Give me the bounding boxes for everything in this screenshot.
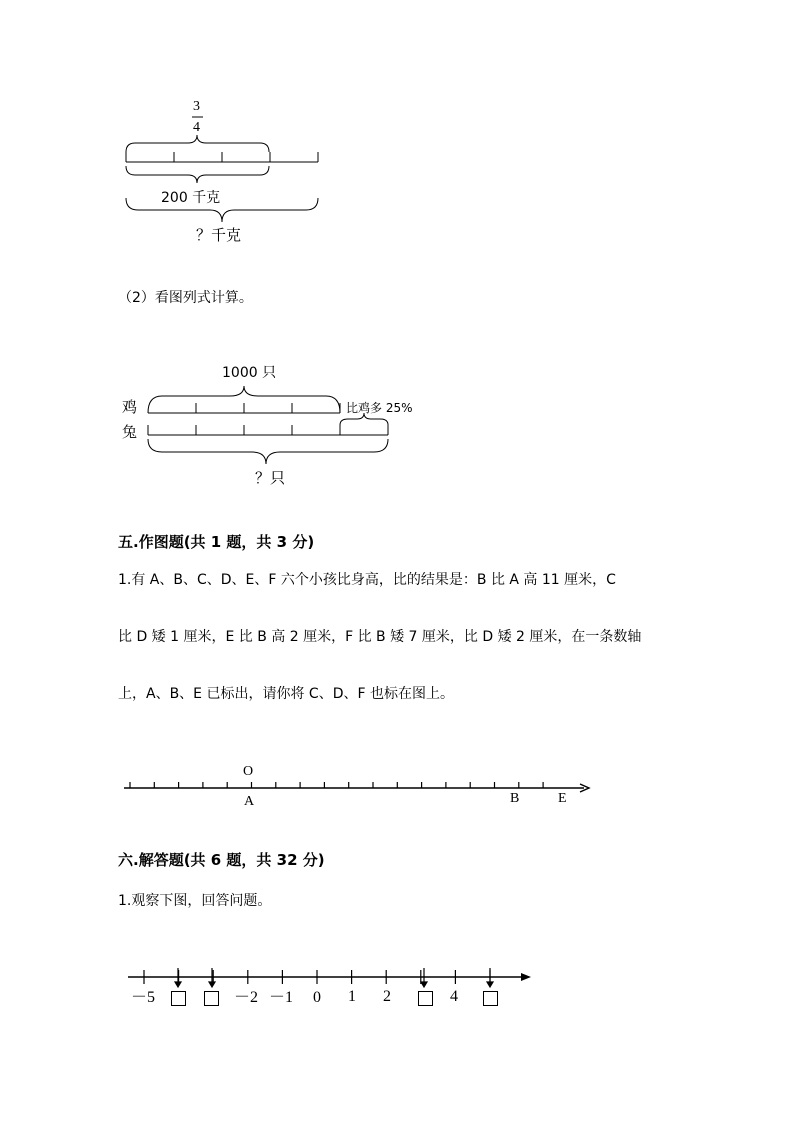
tick-label-4: 4: [450, 988, 458, 1005]
tick-label-1: 1: [348, 988, 356, 1005]
tick-label-2: 2: [383, 988, 391, 1005]
answer-box-neg4[interactable]: [171, 991, 186, 1006]
point-e-label: E: [558, 791, 567, 806]
row-label-chicken: 鸡: [122, 398, 138, 416]
point-a-label: A: [244, 794, 255, 809]
answer-box-neg3[interactable]: [204, 991, 219, 1006]
section-5-q1-line1: 1.有 A、B、C、D、E、F 六个小孩比身高，比的结果是：B 比 A 高 11 厘米，C: [118, 572, 616, 588]
label-1000: 1000 只: [222, 365, 277, 381]
question-2-title: （2）看图列式计算。: [118, 290, 253, 306]
section-5-q1-line2: 比 D 矮 1 厘米，E 比 B 高 2 厘米，F 比 B 矮 7 厘米，比 D 矮 2 厘米，在一条数轴: [118, 629, 642, 645]
section-5-heading: 五.作图题(共 1 题，共 3 分): [118, 533, 315, 551]
label-unknown-count: ？只: [255, 469, 286, 487]
note-more-than-chicken: 比鸡多 25%: [346, 401, 413, 415]
fraction-numerator: 3: [193, 99, 200, 114]
section-6-heading: 六.解答题(共 6 题，共 32 分): [118, 851, 325, 869]
section-5-q1-line3: 上，A、B、E 已标出，请你将 C、D、F 也标在图上。: [118, 686, 454, 702]
tick-label-neg2: －2: [234, 989, 259, 1006]
fraction-denominator: 4: [193, 120, 200, 135]
tick-label-neg1: －1: [269, 989, 294, 1006]
row-label-rabbit: 兔: [122, 423, 138, 441]
origin-label: O: [243, 764, 254, 779]
label-200kg: 200 千克: [161, 190, 221, 206]
point-b-label: B: [510, 791, 520, 806]
tick-label-0: 0: [313, 989, 321, 1006]
tick-label-neg5: －5: [131, 989, 156, 1006]
label-unknown-kg: ？千克: [196, 226, 242, 244]
section-6-q1: 1.观察下图，回答问题。: [118, 893, 272, 909]
answer-box-5[interactable]: [483, 991, 498, 1006]
answer-box-3[interactable]: [418, 991, 433, 1006]
